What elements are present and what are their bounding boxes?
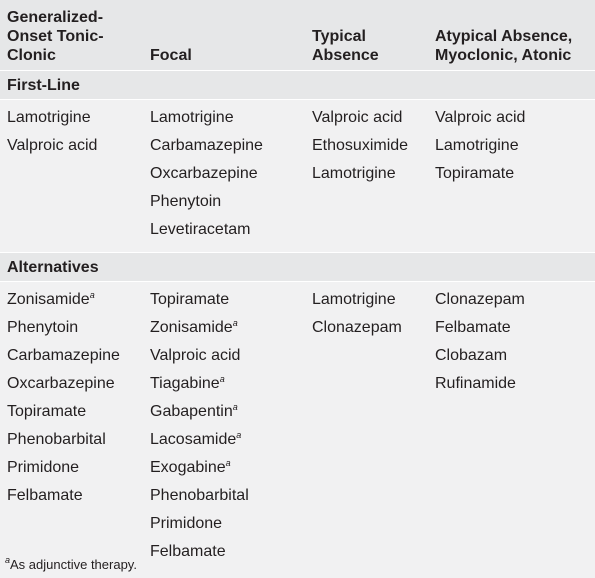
table-cell	[312, 286, 402, 314]
table-cell	[150, 398, 249, 426]
drug-name: Lamotrigine	[150, 109, 234, 126]
table-cell	[150, 216, 263, 244]
drug-name: Topiramate	[7, 403, 87, 420]
table-cell	[150, 370, 249, 398]
table-header	[0, 0, 595, 70]
drug-name: Topiramate	[150, 291, 230, 308]
footnote-marker: a	[219, 374, 225, 384]
table-cell	[150, 426, 249, 454]
section-label: Alternatives	[7, 259, 99, 276]
table-cell	[150, 510, 249, 538]
table-cell	[150, 454, 249, 482]
drug-name: Phenobarbital	[150, 487, 249, 504]
table-cell	[435, 314, 525, 342]
header-generalized-onset	[7, 8, 104, 65]
drug-name: Ethosuximide	[312, 137, 409, 154]
drug-name: Levetiracetam	[150, 221, 251, 238]
drug-name: Valproic acid	[435, 109, 526, 126]
header-line: Generalized-	[7, 9, 104, 26]
footnote-marker: a	[232, 402, 238, 412]
drug-name: Lamotrigine	[312, 165, 396, 182]
table-cell	[150, 286, 249, 314]
table-cell	[7, 482, 120, 510]
footnote	[5, 557, 137, 573]
table-cell	[312, 132, 408, 160]
drug-name: Phenytoin	[150, 193, 222, 210]
footnote-marker: a	[225, 458, 231, 468]
header-line: Absence	[312, 47, 379, 64]
drug-name: Valproic acid	[150, 347, 241, 364]
table-cell	[150, 314, 249, 342]
footnote-marker: a	[232, 318, 238, 328]
drug-name: Tiagabine	[150, 375, 220, 392]
header-line: Myoclonic, Atonic	[435, 47, 572, 64]
drug-name: Oxcarbazepine	[150, 165, 258, 182]
drug-name: Valproic acid	[312, 109, 403, 126]
table-cell	[435, 132, 525, 160]
header-line: Atypical Absence,	[435, 28, 573, 45]
drug-name: Felbamate	[150, 543, 226, 560]
table-column	[150, 286, 249, 566]
drug-name: Clonazepam	[435, 291, 525, 308]
header-atypical-absence	[435, 27, 572, 65]
table-cell	[435, 286, 525, 314]
table-column	[7, 286, 120, 510]
table-cell	[150, 342, 249, 370]
footnote-marker: a	[5, 555, 11, 565]
header-line: Typical	[312, 28, 366, 45]
footnote-marker: a	[236, 430, 242, 440]
header-line: Clonic	[7, 47, 56, 64]
drug-name: Lamotrigine	[435, 137, 519, 154]
table-cell	[312, 160, 408, 188]
table-cell	[150, 538, 249, 566]
footnote-text: As adjunctive therapy.	[10, 557, 137, 572]
table-cell	[312, 104, 408, 132]
drug-name: Carbamazepine	[7, 347, 120, 364]
drug-name: Primidone	[7, 459, 80, 476]
table-column	[312, 104, 408, 188]
table-cell	[150, 188, 263, 216]
table-cell	[435, 342, 525, 370]
footnote-marker: a	[89, 290, 95, 300]
table-cell	[435, 104, 525, 132]
drug-name: Phenytoin	[7, 319, 79, 336]
header-line: Onset Tonic-	[7, 28, 104, 45]
table-cell	[7, 454, 120, 482]
section-first-line-header	[0, 70, 595, 100]
header-focal	[150, 46, 192, 65]
drug-name: Felbamate	[7, 487, 83, 504]
drug-name: Oxcarbazepine	[7, 375, 115, 392]
section-alternatives-body	[0, 282, 595, 578]
table-cell	[7, 342, 120, 370]
section-label: First-Line	[7, 77, 80, 94]
section-first-line-body	[0, 100, 595, 252]
table-cell	[150, 132, 263, 160]
section-alternatives-header	[0, 252, 595, 282]
table-column	[435, 104, 525, 188]
table-cell	[312, 314, 402, 342]
drug-name: Felbamate	[435, 319, 511, 336]
table-cell	[7, 398, 120, 426]
drug-name: Clonazepam	[312, 319, 402, 336]
table-cell	[435, 370, 525, 398]
table-cell	[150, 104, 263, 132]
drug-name: Valproic acid	[7, 137, 98, 154]
table-cell	[7, 104, 97, 132]
drug-name: Gabapentin	[150, 403, 233, 420]
drug-name: Carbamazepine	[150, 137, 263, 154]
table-column	[435, 286, 525, 398]
drug-name: Clobazam	[435, 347, 508, 364]
table-cell	[150, 160, 263, 188]
drug-name: Zonisamide	[150, 319, 233, 336]
drug-name: Primidone	[150, 515, 223, 532]
table-cell	[435, 160, 525, 188]
drug-name: Lacosamide	[150, 431, 237, 448]
table-cell	[7, 132, 97, 160]
drug-name: Rufinamide	[435, 375, 516, 392]
table-cell	[150, 482, 249, 510]
drug-name: Exogabine	[150, 459, 226, 476]
drug-name: Lamotrigine	[312, 291, 396, 308]
header-typical-absence	[312, 27, 379, 65]
drug-name: Topiramate	[435, 165, 515, 182]
table-column	[150, 104, 263, 244]
table-cell	[7, 314, 120, 342]
table-cell	[7, 370, 120, 398]
table-cell	[7, 286, 120, 314]
table-column	[312, 286, 402, 342]
table-cell	[7, 426, 120, 454]
drug-name: Lamotrigine	[7, 109, 91, 126]
header-line: Focal	[150, 47, 192, 64]
drug-name: Zonisamide	[7, 291, 90, 308]
table-column	[7, 104, 97, 160]
drug-name: Phenobarbital	[7, 431, 106, 448]
